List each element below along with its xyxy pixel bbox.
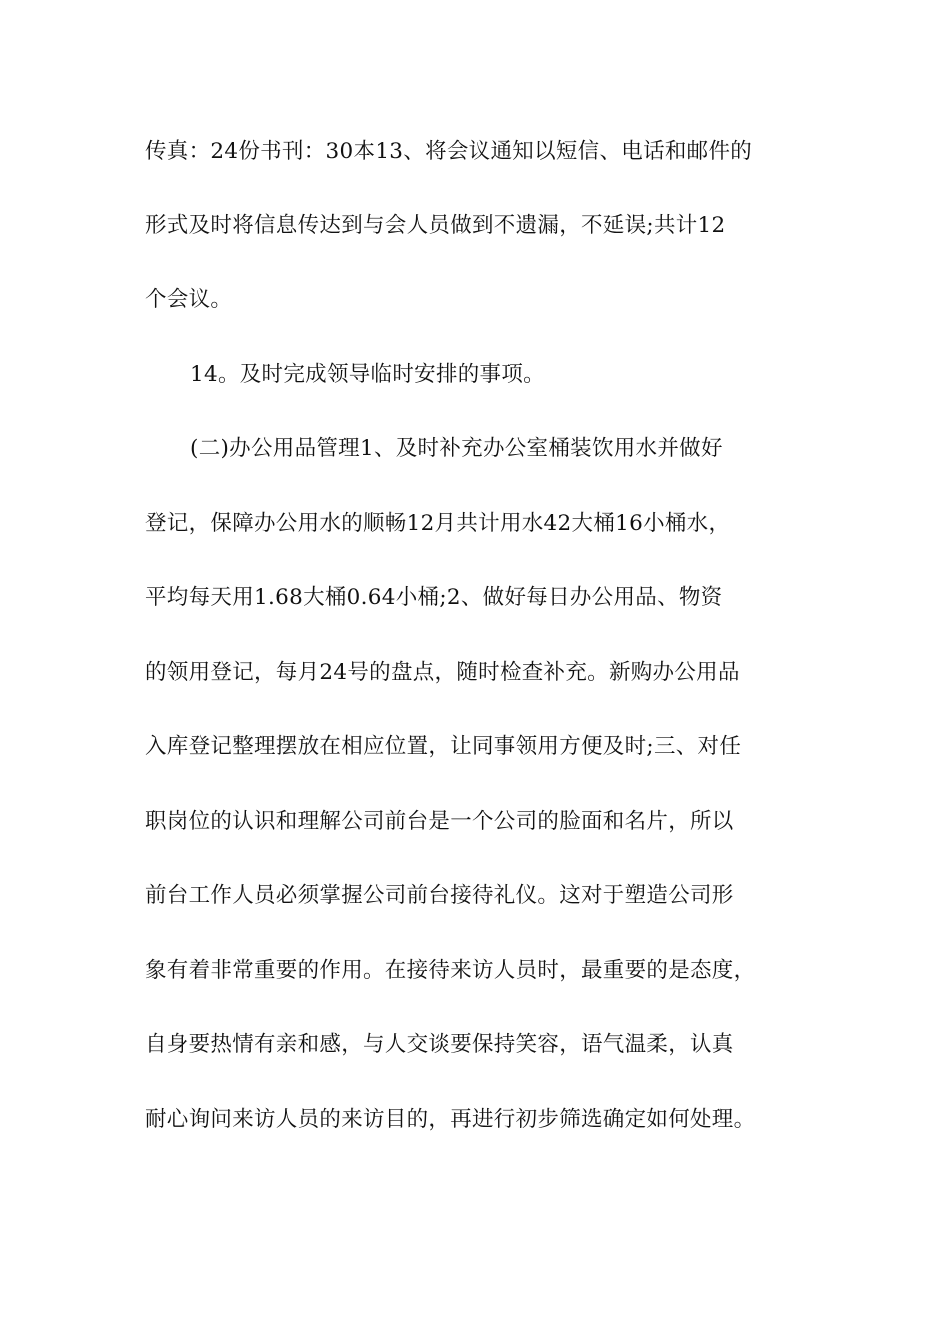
text-line-5: (二)办公用品管理1、及时补充办公室桶装饮用水并做好 [190,436,723,461]
text-line-7: 平均每天用1.68大桶0.64小桶;2、做好每日办公用品、物资 [145,585,723,610]
text-line-3: 个会议。 [145,287,233,312]
text-line-14: 耐心询问来访人员的来访目的，再进行初步筛选确定如何处理。 [145,1107,756,1132]
text-line-6: 登记，保障办公用水的顺畅12月共计用水42大桶16小桶水， [145,511,731,536]
text-line-2: 形式及时将信息传达到与会人员做到不遗漏，不延误;共计12 [145,213,726,238]
text-line-9: 入库登记整理摆放在相应位置，让同事领用方便及时;三、对任 [145,734,742,759]
text-line-10: 职岗位的认识和理解公司前台是一个公司的脸面和名片，所以 [145,809,734,834]
text-line-13: 自身要热情有亲和感，与人交谈要保持笑容，语气温柔，认真 [145,1032,734,1057]
text-line-1: 传真：24份书刊：30本13、将会议通知以短信、电话和邮件的 [145,139,753,164]
text-line-4: 14。及时完成领导临时安排的事项。 [190,362,545,387]
text-line-11: 前台工作人员必须掌握公司前台接待礼仪。这对于塑造公司形 [145,883,734,908]
text-line-12: 象有着非常重要的作用。在接待来访人员时，最重要的是态度， [145,958,756,983]
text-line-8: 的领用登记，每月24号的盘点，随时检查补充。新购办公用品 [145,660,740,685]
